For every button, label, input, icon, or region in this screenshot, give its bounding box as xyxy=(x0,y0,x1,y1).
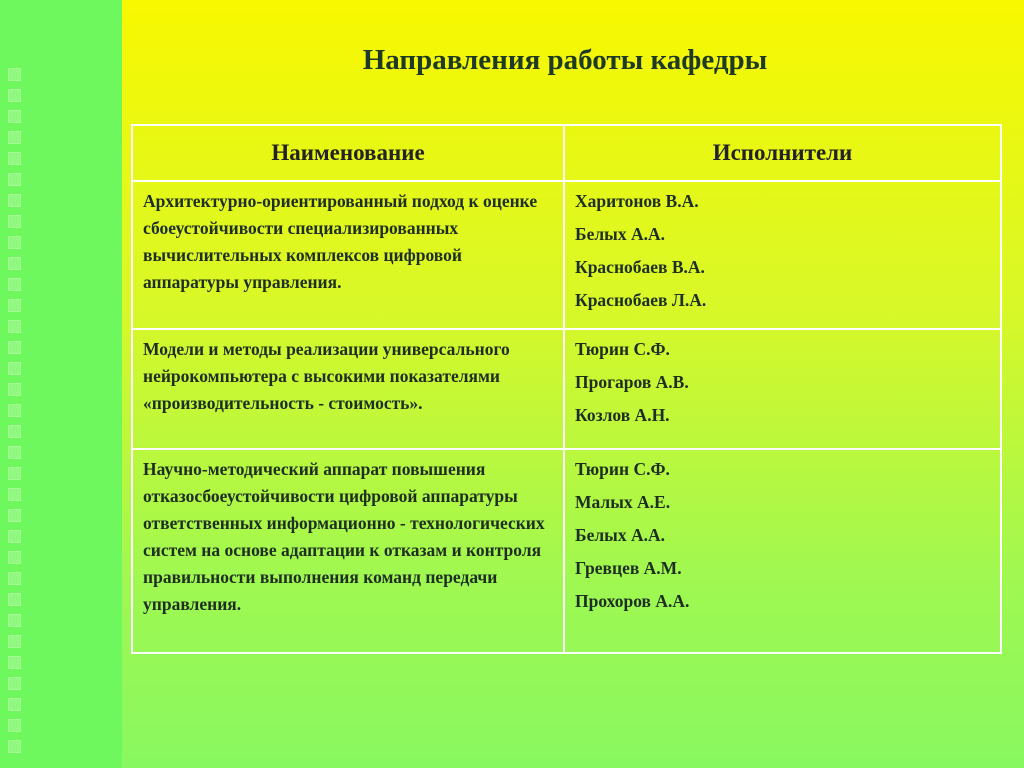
executor: Прогаров А.В. xyxy=(575,372,689,392)
executor: Краснобаев В.А. xyxy=(575,257,705,277)
left-decorative-strip xyxy=(0,0,122,768)
executor: Прохоров А.А. xyxy=(575,591,690,611)
direction-name: Архитектурно-ориентированный подход к оценке сбоеустойчивости специализированных вычислительных комплексов цифровой аппаратуры управления. xyxy=(132,181,564,329)
direction-name: Научно-методический аппарат повышения отказосбоеустойчивости цифровой аппаратуры ответственных информационно - технологических систем на основе адаптации к отказам и контроля правильности выполнения команд передачи управления. xyxy=(132,449,564,653)
slide-title: Направления работы кафедры xyxy=(362,44,768,76)
executor: Козлов А.Н. xyxy=(575,405,670,425)
departments-table xyxy=(131,124,1002,654)
executor: Малых А.Е. xyxy=(575,492,671,512)
executor: Тюрин С.Ф. xyxy=(575,339,670,359)
executor: Белых А.А. xyxy=(575,224,665,244)
executors-cell xyxy=(564,181,1001,329)
table-row xyxy=(132,449,1001,653)
direction-name: Модели и методы реализации универсального нейрокомпьютера с высокими показателями «производительность - стоимость». xyxy=(132,329,564,449)
table-header-row xyxy=(132,125,1001,181)
executor: Харитонов В.А. xyxy=(575,191,699,211)
executor: Гревцев А.М. xyxy=(575,558,682,578)
executor: Белых А.А. xyxy=(575,525,665,545)
header-name: Наименование xyxy=(132,125,564,181)
executor: Тюрин С.Ф. xyxy=(575,459,670,479)
table-row xyxy=(132,329,1001,449)
executor: Краснобаев Л.А. xyxy=(575,290,707,310)
executors-cell xyxy=(564,449,1001,653)
executors-cell xyxy=(564,329,1001,449)
decorative-squares xyxy=(8,68,26,761)
header-executors: Исполнители xyxy=(564,125,1001,181)
table-row xyxy=(132,181,1001,329)
